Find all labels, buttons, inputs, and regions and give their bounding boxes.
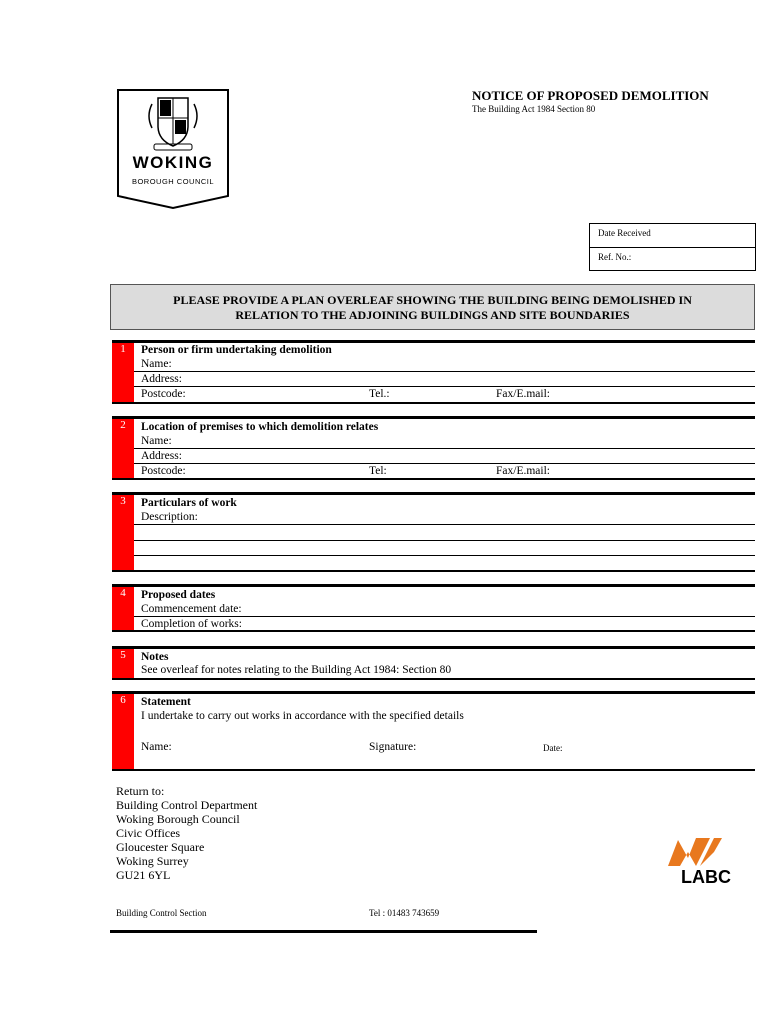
tel-field[interactable]: Tel: — [369, 465, 387, 477]
page-subtitle: The Building Act 1984 Section 80 — [472, 104, 596, 114]
labc-text: LABC — [681, 867, 731, 886]
statement-date-field[interactable]: Date: — [543, 743, 563, 753]
section-number: 5 — [120, 649, 126, 661]
woking-council-logo — [116, 88, 230, 210]
return-line: Woking Surrey — [116, 854, 189, 868]
postcode-field[interactable]: Postcode: — [141, 388, 186, 400]
section-number: 1 — [120, 343, 126, 355]
return-line: Building Control Department — [116, 798, 258, 812]
council-sub: BOROUGH COUNCIL — [131, 177, 215, 186]
fax-email-field[interactable]: Fax/E.mail: — [496, 465, 550, 477]
section-4 — [112, 584, 755, 632]
address-field[interactable]: Address: — [141, 373, 182, 385]
commencement-date-field[interactable]: Commencement date: — [141, 603, 242, 615]
address-field[interactable]: Address: — [141, 450, 182, 462]
ref-no-field[interactable]: Ref. No.: — [598, 252, 632, 262]
labc-logo — [666, 832, 746, 886]
section-1 — [112, 340, 755, 404]
return-line: Civic Offices — [116, 826, 181, 840]
section-number: 2 — [120, 419, 126, 431]
return-line: Woking Borough Council — [116, 812, 240, 826]
statement-text: I undertake to carry out works in accordance with the specified details — [141, 710, 464, 722]
council-name: WOKING — [132, 153, 214, 172]
return-line: Return to: — [116, 784, 165, 798]
footer-telephone: Tel : 01483 743659 — [369, 908, 440, 918]
footer-section-label: Building Control Section — [116, 908, 207, 918]
section-heading: Notes — [141, 651, 169, 663]
footer-rule — [110, 930, 537, 933]
return-line: GU21 6YL — [116, 868, 171, 882]
signature-field[interactable]: Signature: — [369, 741, 417, 753]
section-heading: Particulars of work — [141, 497, 237, 509]
section-number: 3 — [120, 495, 126, 507]
completion-date-field[interactable]: Completion of works: — [141, 618, 242, 630]
banner-line-1: PLEASE PROVIDE A PLAN OVERLEAF SHOWING THE BUILDING BEING DEMOLISHED IN — [173, 293, 692, 307]
section-heading: Person or firm undertaking demolition — [141, 344, 332, 356]
postcode-field[interactable]: Postcode: — [141, 465, 186, 477]
section-2 — [112, 416, 755, 480]
description-field[interactable]: Description: — [141, 511, 198, 523]
section-heading: Proposed dates — [141, 589, 216, 601]
return-line: Gloucester Square — [116, 840, 205, 854]
notes-text: See overleaf for notes relating to the Building Act 1984: Section 80 — [141, 664, 452, 676]
section-number: 4 — [120, 587, 126, 599]
page-title: NOTICE OF PROPOSED DEMOLITION — [472, 88, 709, 103]
statement-name-field[interactable]: Name: — [141, 741, 172, 753]
section-heading: Location of premises to which demolition relates — [141, 421, 379, 433]
return-address — [116, 784, 257, 882]
section-5 — [112, 646, 755, 680]
section-heading: Statement — [141, 696, 191, 708]
office-use-box — [589, 223, 756, 271]
name-field[interactable]: Name: — [141, 358, 172, 370]
banner-line-2: RELATION TO THE ADJOINING BUILDINGS AND SITE BOUNDARIES — [235, 308, 630, 322]
section-number: 6 — [120, 694, 126, 706]
section-6 — [112, 691, 755, 771]
instruction-banner — [110, 284, 755, 330]
name-field[interactable]: Name: — [141, 435, 172, 447]
date-received-field[interactable]: Date Received — [590, 224, 755, 248]
section-3 — [112, 492, 755, 572]
tel-field[interactable]: Tel.: — [369, 388, 390, 400]
fax-email-field[interactable]: Fax/E.mail: — [496, 388, 550, 400]
